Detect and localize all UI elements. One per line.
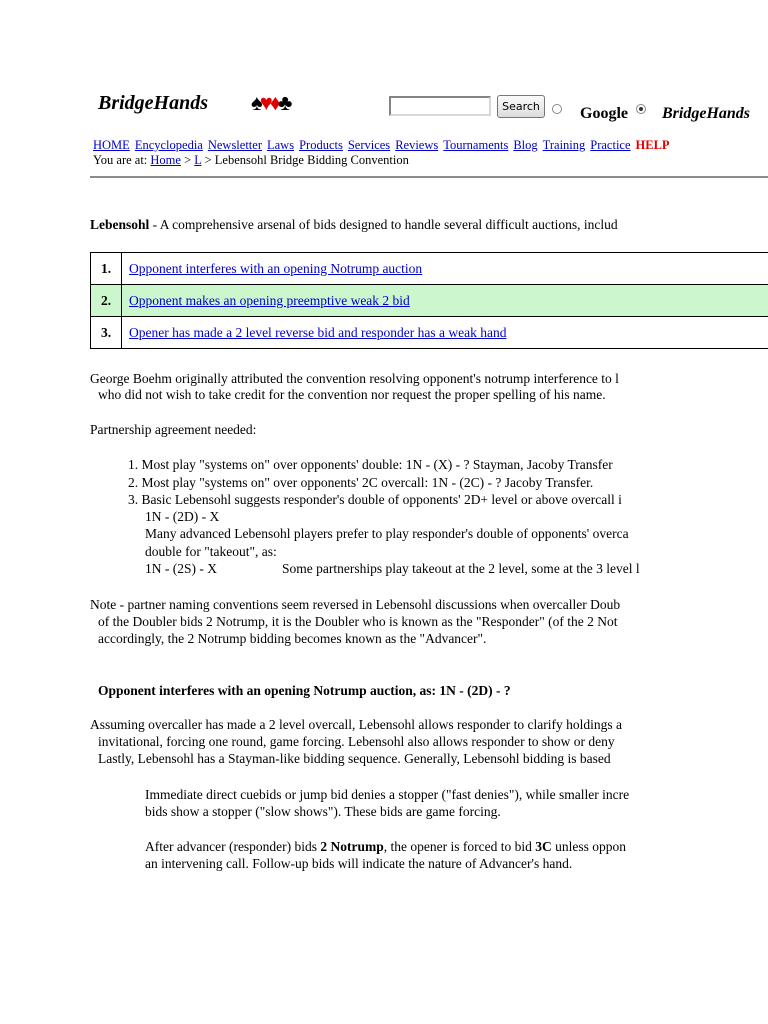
toc-link[interactable]: Opener has made a 2 level reverse bid and responder has a weak hand (129, 324, 507, 340)
nav-link-help[interactable]: HELP (635, 138, 670, 152)
intro-text: - A comprehensive arsenal of bids designed to handle several difficult auctions, includ (149, 217, 618, 232)
agreement-example: 1N - (2S) - X (145, 561, 217, 576)
nav-link-practice[interactable]: Practice (590, 138, 631, 152)
toc-cell (122, 317, 768, 349)
nav-link-products[interactable]: Products (299, 138, 343, 152)
quote-1-line-1: Immediate direct cuebids or jump bid denies a stopper ("fast denies"), while smaller incre (145, 787, 630, 802)
section-1-para-3: Lastly, Lebensohl has a Stayman-like bidding sequence. Generally, Lebensohl bidding is based (98, 751, 611, 766)
quote-2-bid-3c: 3C (535, 839, 552, 854)
radio-bridgehands-label: BridgeHands (662, 105, 751, 122)
toc-number: 1. (91, 253, 122, 285)
nav-link-services[interactable]: Services (347, 138, 391, 152)
section-1-title: Opponent interferes with an opening Notrump auction (98, 683, 413, 698)
nav-link-laws[interactable]: Laws (267, 138, 295, 152)
toc-link[interactable]: Opponent makes an opening preemptive weak 2 bid (129, 292, 410, 308)
history-line-1: George Boehm originally attributed the convention resolving opponent's notrump interference to l (90, 371, 619, 386)
radio-bridgehands[interactable] (636, 104, 646, 114)
breadcrumb-prefix: You are at: (93, 153, 148, 167)
note-line-1: Note - partner naming conventions seem reversed in Lebensohl discussions when overcaller Doub (90, 597, 621, 612)
breadcrumb-sep: > (204, 153, 212, 167)
agreement-example-note: Some partnerships play takeout at the 2 level, some at the 3 level l (282, 561, 640, 576)
agreement-item-1: 1. Most play "systems on" over opponents' double: 1N - (X) - ? Stayman, Jacoby Transfer (128, 457, 613, 472)
quote-2-text-c: , the opener is forced to bid (383, 839, 536, 854)
diamond-icon: ♦ (269, 90, 278, 115)
intro-term: Lebensohl (90, 217, 150, 232)
search-input[interactable] (389, 96, 491, 116)
spade-icon: ♠ (251, 90, 260, 115)
nav-link-tournaments[interactable]: Tournaments (443, 138, 509, 152)
toc-number: 3. (91, 317, 122, 349)
nav-link-encyclopedia[interactable]: Encyclopedia (134, 138, 203, 152)
agreement-item-3: 3. Basic Lebensohl suggests responder's double of opponents' 2D+ level or above overcall i (128, 492, 622, 507)
search-button[interactable]: Search (497, 95, 545, 118)
toc-table (90, 252, 768, 349)
quote-2-line-1 (145, 839, 626, 855)
breadcrumb-letter[interactable]: L (194, 153, 202, 167)
site-logo-text[interactable]: BridgeHands (98, 92, 209, 114)
section-1-heading (98, 683, 511, 699)
agreement-sub-3: double for "takeout", as: (145, 544, 277, 559)
section-1-para-1: Assuming overcaller has made a 2 level overcall, Lebensohl allows responder to clarify holdings a (90, 717, 622, 732)
intro-paragraph (90, 217, 618, 233)
header-divider (90, 176, 768, 178)
toc-link[interactable]: Opponent interferes with an opening Notrump auction (129, 260, 423, 276)
toc-number: 2. (91, 285, 122, 317)
quote-2-text-a: After advancer (responder) bids (145, 839, 321, 854)
agreement-heading: Partnership agreement needed: (90, 422, 257, 437)
quote-1-line-2: bids show a stopper ("slow shows"). These bids are game forcing. (145, 804, 501, 819)
suit-icons (251, 90, 289, 116)
nav-link-newsletter[interactable]: Newsletter (207, 138, 262, 152)
quote-2-text-e: unless oppon (551, 839, 626, 854)
agreement-sub-2: Many advanced Lebensohl players prefer to play responder's double of opponents' overca (145, 526, 629, 541)
quote-2-line-2: an intervening call. Follow-up bids will indicate the nature of Advancer's hand. (145, 856, 573, 871)
note-line-2: of the Doubler bids 2 Notrump, it is the Doubler who is known as the "Responder" (of the 2 Not (98, 614, 618, 629)
radio-google-label: Google (580, 105, 628, 122)
nav-link-training[interactable]: Training (542, 138, 586, 152)
quote-2-bid-2nt: 2 Notrump (320, 839, 384, 854)
breadcrumb-home[interactable]: Home (150, 153, 181, 167)
nav-link-reviews[interactable]: Reviews (395, 138, 439, 152)
agreement-item-2: 2. Most play "systems on" over opponents' 2C overcall: 1N - (2C) - ? Jacoby Transfer. (128, 475, 594, 490)
nav-link-blog[interactable]: Blog (513, 138, 538, 152)
section-1-para-2: invitational, forcing one round, game forcing. Lebensohl also allows responder to show or deny (98, 734, 615, 749)
breadcrumb-sep: > (184, 153, 192, 167)
breadcrumb-current: Lebensohl Bridge Bidding Convention (214, 153, 409, 167)
section-1-title-tail: , as: 1N - (2D) - ? (412, 683, 511, 698)
toc-row (91, 285, 768, 317)
agreement-sub-1: 1N - (2D) - X (145, 509, 220, 524)
history-line-2: who did not wish to take credit for the convention nor request the proper spelling of his name. (98, 387, 606, 402)
nav-link-home[interactable]: HOME (93, 138, 130, 152)
toc-cell (122, 285, 768, 317)
toc-row (91, 317, 768, 349)
heart-icon: ♥ (259, 90, 270, 115)
club-icon: ♣ (277, 90, 290, 115)
radio-google[interactable] (552, 104, 562, 114)
toc-row (91, 253, 768, 285)
breadcrumb (93, 153, 409, 168)
main-nav (93, 138, 675, 153)
note-line-3: accordingly, the 2 Notrump bidding becomes known as the "Advancer". (98, 631, 487, 646)
toc-cell (122, 253, 768, 285)
